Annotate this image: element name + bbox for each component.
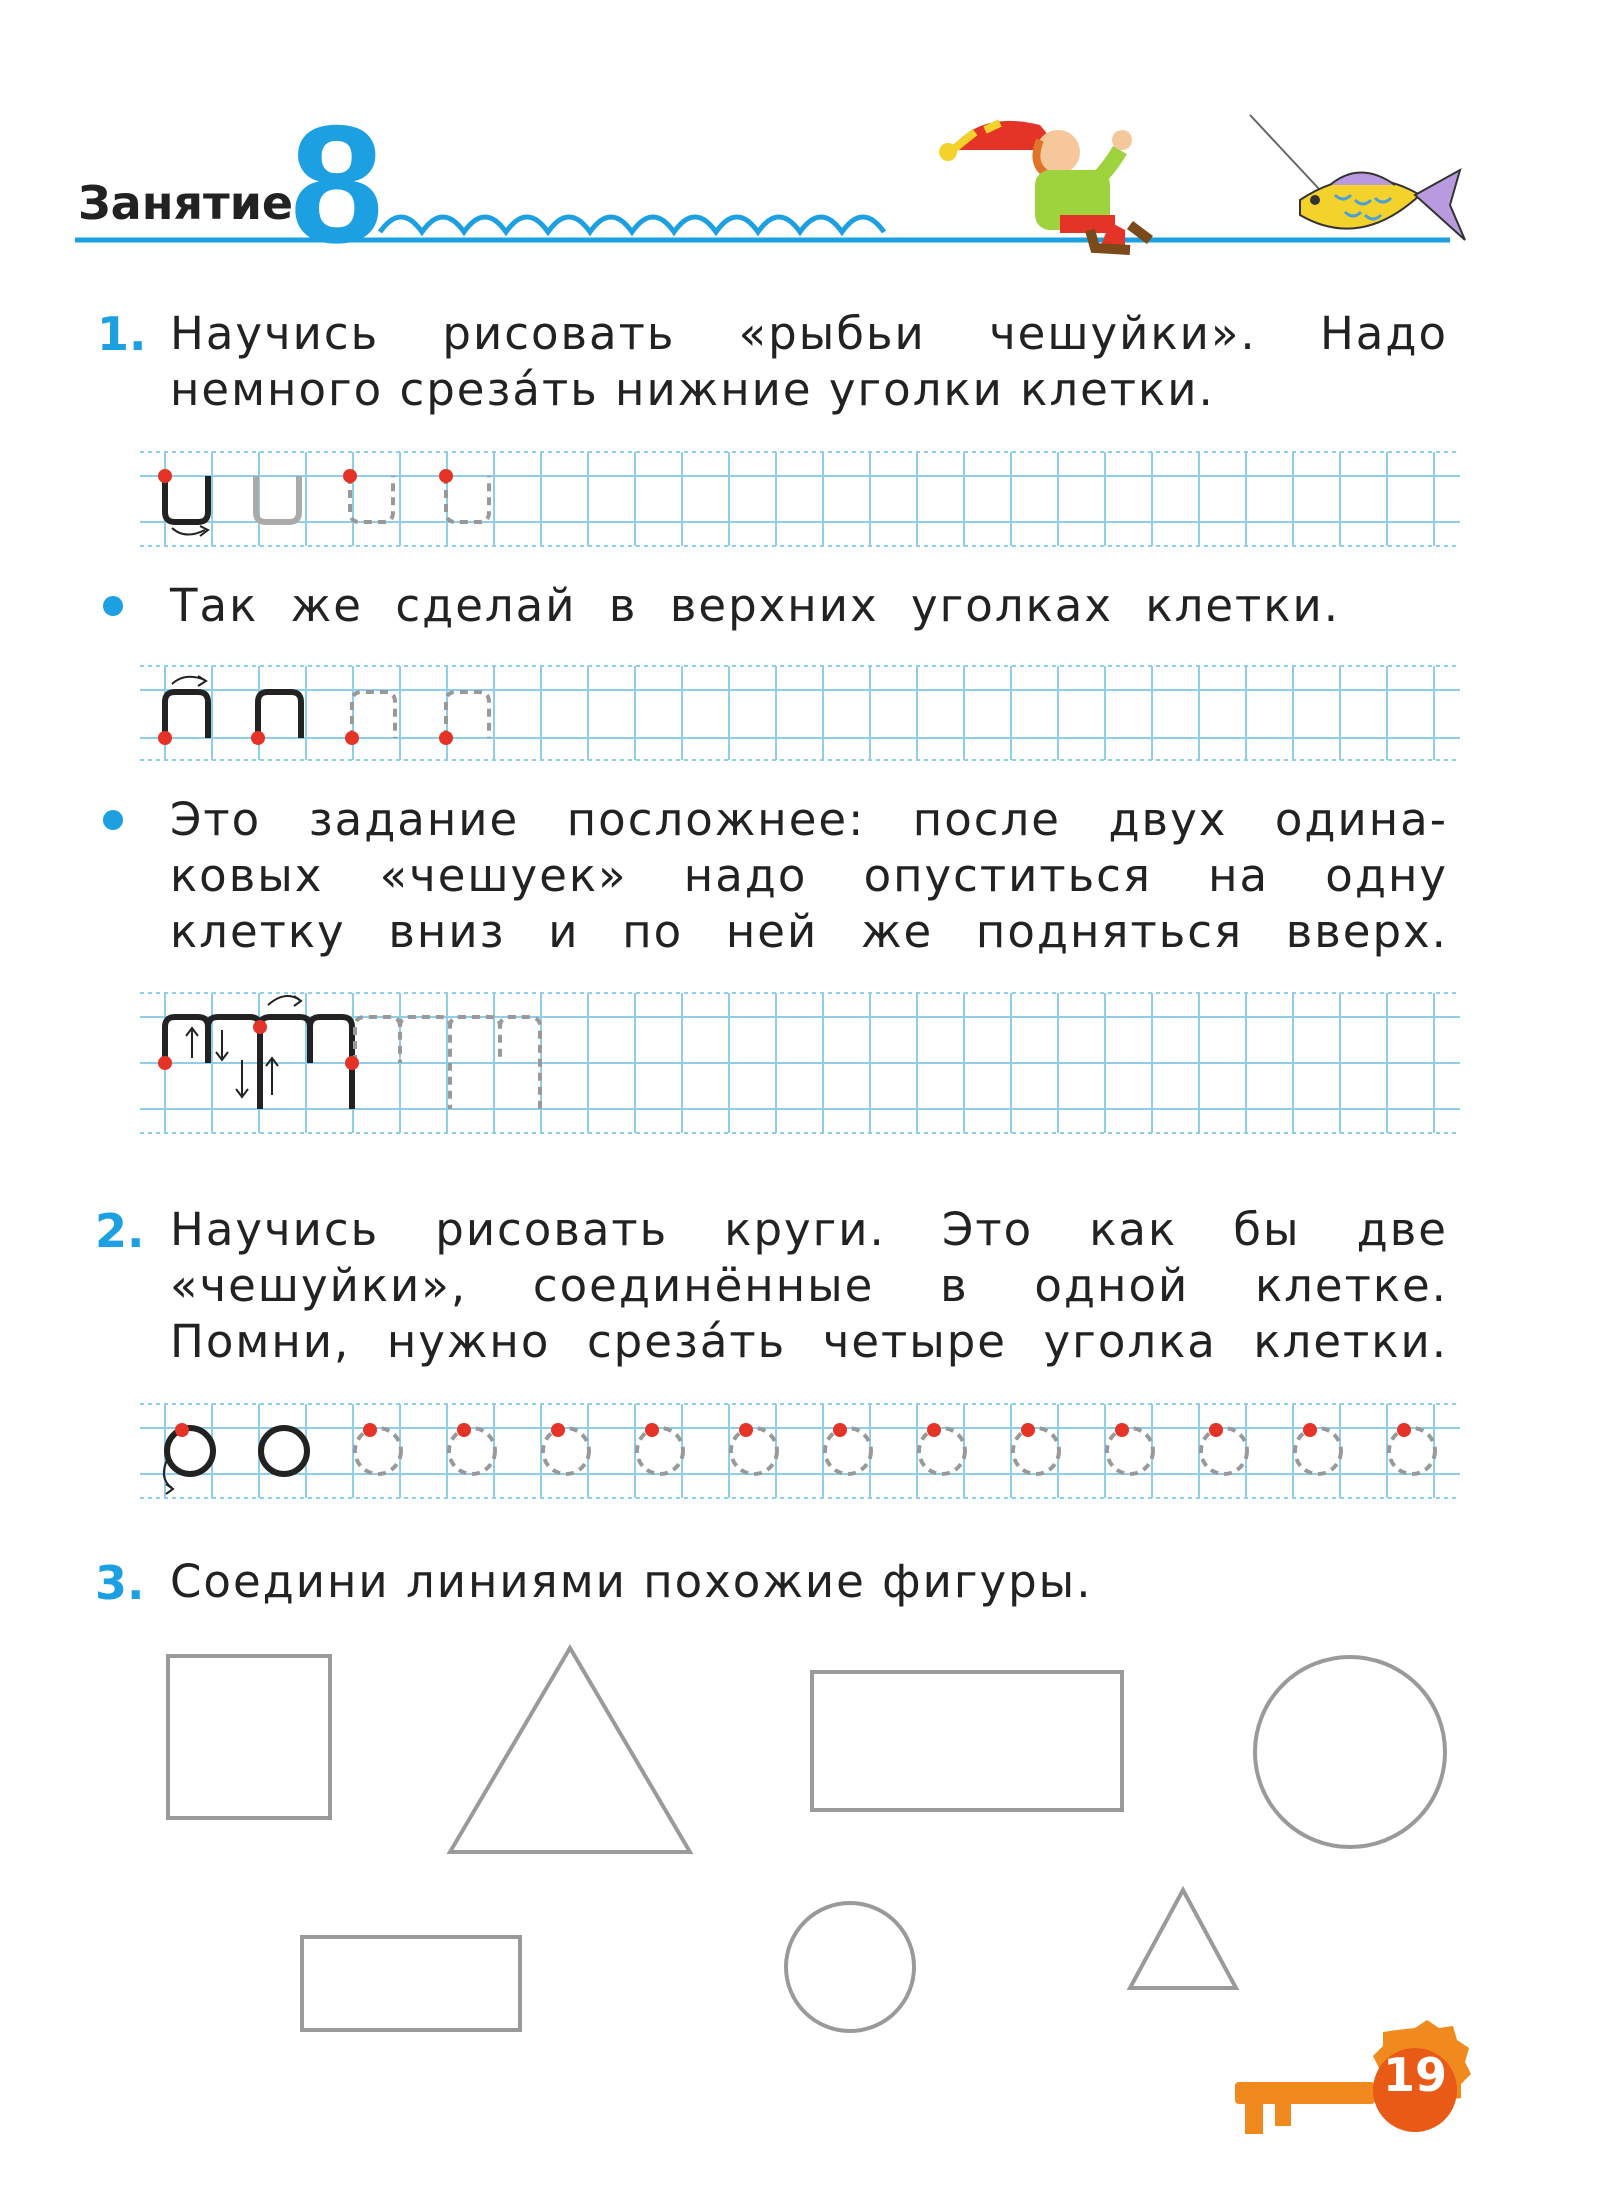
practice-circle xyxy=(1107,1428,1153,1474)
small-triangle xyxy=(1130,1890,1236,1988)
task-2-line-2: «чешуйки», соединённые в одной клетке. xyxy=(170,1259,1448,1312)
start-dot xyxy=(645,1423,659,1437)
practice-circle xyxy=(1201,1428,1247,1474)
start-dot xyxy=(363,1423,377,1437)
start-dot xyxy=(175,1423,189,1437)
practice-circle xyxy=(261,1428,307,1474)
scale-pattern-top xyxy=(158,676,489,745)
practice-circle xyxy=(919,1428,965,1474)
practice-circle xyxy=(355,1428,401,1474)
practice-circle xyxy=(1389,1428,1435,1474)
task-3-line-1: Соедини линиями похожие фигуры. xyxy=(170,1555,1093,1608)
practice-circle xyxy=(449,1428,495,1474)
task-1c-line-2: ковых «чешуек» надо опуститься на одну xyxy=(170,849,1448,902)
practice-circle xyxy=(543,1428,589,1474)
circle-pattern xyxy=(167,1423,1435,1474)
large-circle xyxy=(1255,1657,1445,1847)
practice-circle xyxy=(1295,1428,1341,1474)
bullet-2 xyxy=(103,810,123,830)
start-dot xyxy=(739,1423,753,1437)
grid-strip-1 xyxy=(140,452,1460,546)
grid-strip-2 xyxy=(140,666,1460,760)
grid-strip-1-verticals xyxy=(165,452,1434,546)
task-2-line-3: Помни, нужно срезáть четыре уголка клетки. xyxy=(170,1315,1448,1368)
shapes-to-match xyxy=(168,1648,1445,2031)
small-rectangle xyxy=(302,1937,520,2030)
task-1-line-2: немного срезáть нижние уголки клетки. xyxy=(170,363,1215,416)
large-square xyxy=(168,1656,330,1818)
task-2-number: 2. xyxy=(95,1204,145,1258)
practice-circle xyxy=(167,1428,213,1474)
task-3-number: 3. xyxy=(95,1556,145,1610)
grid-strip-2-verticals xyxy=(165,666,1434,760)
start-dot xyxy=(1397,1423,1411,1437)
small-circle xyxy=(786,1903,914,2031)
large-triangle xyxy=(450,1648,690,1852)
start-dot xyxy=(927,1423,941,1437)
grid-strip-4 xyxy=(140,1404,1460,1498)
scale-pattern-bottom xyxy=(158,469,489,536)
task-1-number: 1. xyxy=(97,307,147,361)
start-dot xyxy=(1115,1423,1129,1437)
start-dot xyxy=(1303,1423,1317,1437)
task-1c-line-3: клетку вниз и по ней же подняться вверх. xyxy=(170,905,1448,958)
task-1b-line-1: Так же сделай в верхних уголках клетки. xyxy=(170,579,1340,632)
start-dot xyxy=(1021,1423,1035,1437)
start-dot xyxy=(551,1423,565,1437)
lesson-label: Занятие xyxy=(78,176,294,230)
task-2-line-1: Научись рисовать круги. Это как бы две xyxy=(170,1203,1448,1256)
scale-pattern-complex xyxy=(158,996,540,1109)
header-scallop-line xyxy=(75,217,1450,240)
practice-circle xyxy=(637,1428,683,1474)
lesson-number: 8 xyxy=(290,90,384,278)
start-dot xyxy=(457,1423,471,1437)
bullet-1 xyxy=(103,596,123,616)
practice-circle xyxy=(731,1428,777,1474)
gnome-illustration xyxy=(939,121,1150,250)
task-1c-line-1: Это задание посложнее: после двух одина- xyxy=(170,793,1448,846)
practice-circle xyxy=(825,1428,871,1474)
page-number: 19 xyxy=(1382,2048,1447,2102)
fish-illustration xyxy=(1250,115,1465,240)
large-rectangle xyxy=(812,1672,1122,1810)
start-dot xyxy=(833,1423,847,1437)
practice-circle xyxy=(1013,1428,1059,1474)
start-dot xyxy=(1209,1423,1223,1437)
task-1-line-1: Научись рисовать «рыбьи чешуйки». Надо xyxy=(170,307,1448,360)
